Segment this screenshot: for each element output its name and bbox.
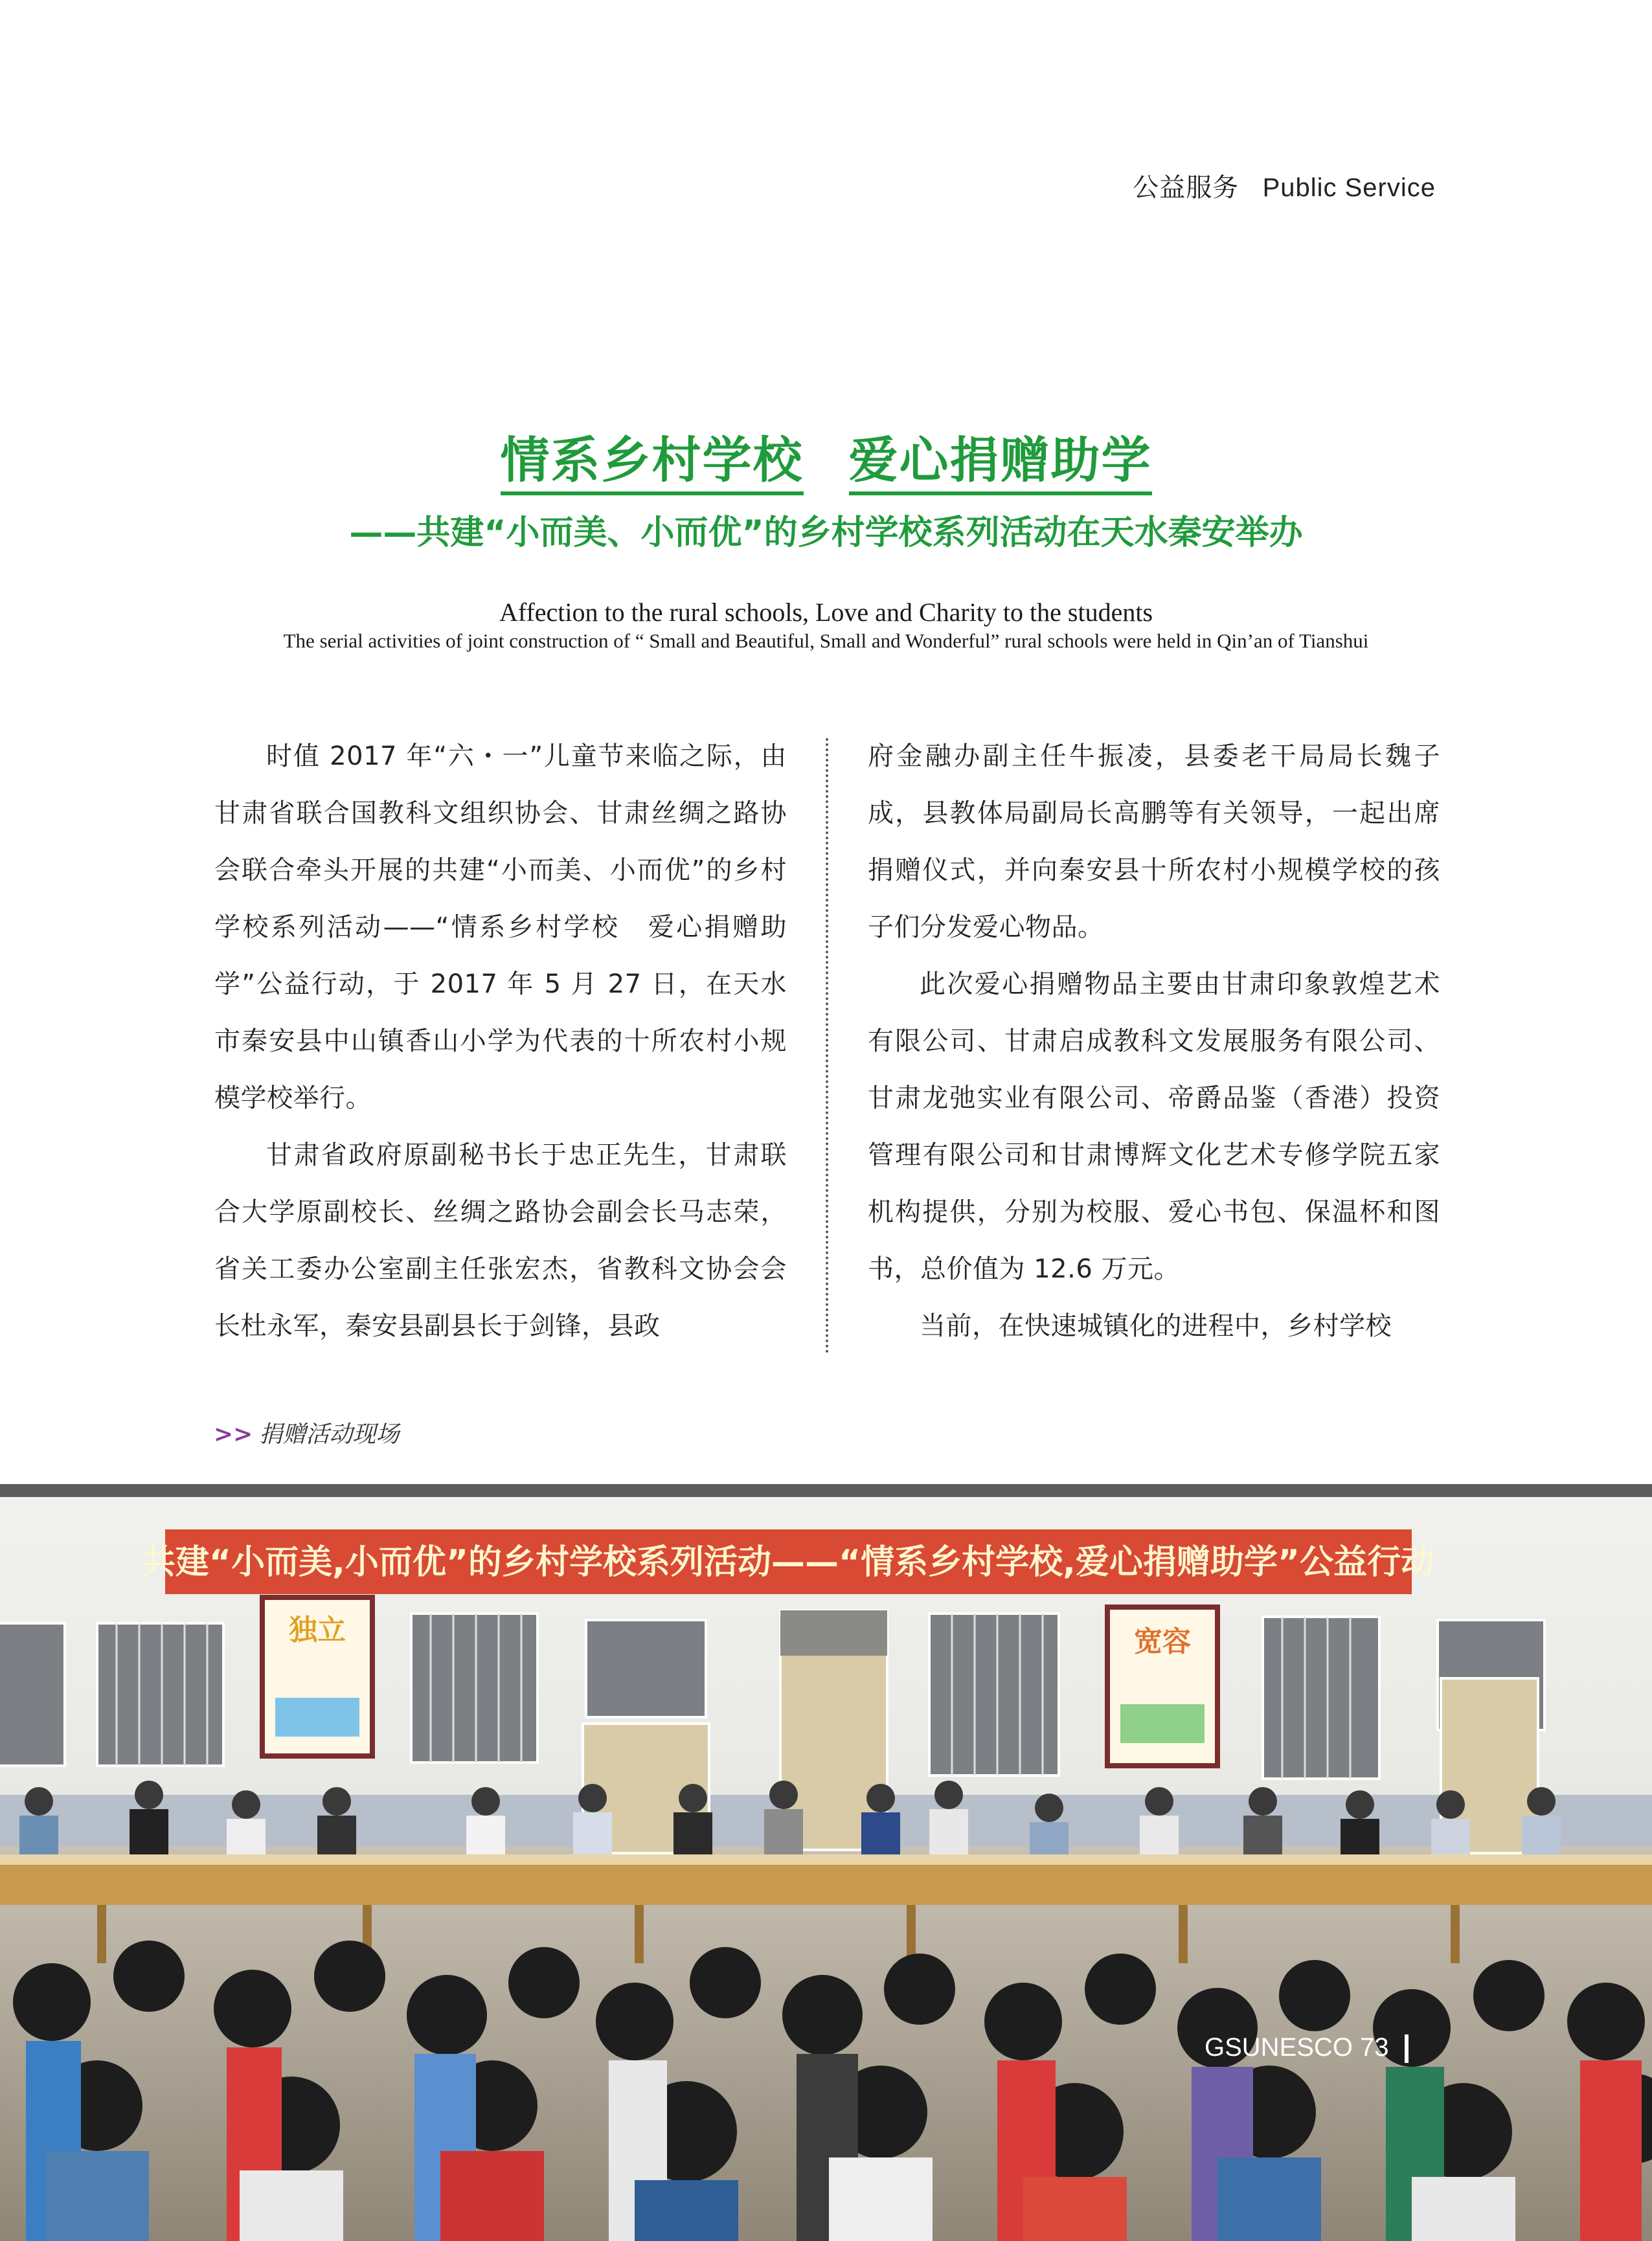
- article-subtitle: ——共建“小而美、小而优”的乡村学校系列活动在天水秦安举办: [349, 513, 1303, 552]
- article-title: [0, 421, 1652, 491]
- photo-caption-text: 捐赠活动现场: [259, 1421, 400, 1448]
- footer-bar: [1405, 2034, 1409, 2063]
- paragraph: 当前，在快速城镇化的进程中，乡村学校: [920, 1311, 1392, 1341]
- article-title-part-1: 情系乡村学校: [501, 431, 804, 495]
- body-column-left: [214, 728, 787, 1355]
- article-title-en: Affection to the rural schools, Love and Charity to the students: [499, 598, 1153, 627]
- paragraph-continued: 府金融办副主任牛振凌，县委老干局局长魏子成，县教体局副局长高鹏等有关领导，一起出席捐赠仪式，并向秦安县十所农村小规模学校的孩子们分发爱心物品。: [868, 741, 1440, 942]
- banner-text: 共建“小而美,小而优”的乡村学校系列活动——“情系乡村学校,爱心捐赠助学”公益行动: [141, 1543, 1435, 1582]
- body-column-right: [868, 728, 1440, 1355]
- section-label-en: Public Service: [1262, 174, 1436, 202]
- page-number: 73: [1360, 2033, 1389, 2062]
- paragraph: 甘肃省政府原副秘书长于忠正先生，甘肃联合大学原副校长、丝绸之路协会副会长马志荣，省关工委办公室副主任张宏杰，省教科文协会会长杜永军，秦安县副县长于剑锋，县政: [214, 1140, 787, 1341]
- section-tag: [1133, 167, 1436, 204]
- page-footer: [1205, 2033, 1409, 2063]
- article-title-part-2: 爱心捐赠助学: [849, 431, 1152, 495]
- poster-left-title: 独立: [289, 1614, 346, 1647]
- section-label-cn: 公益服务: [1133, 174, 1239, 202]
- photo-caption: [214, 1416, 399, 1449]
- paragraph: 时值 2017 年“六・一”儿童节来临之际，由甘肃省联合国教科文组织协会、甘肃丝绸之路协会联合牵头开展的共建“小而美、小而优”的乡村学校系列活动——“情系乡村学校 爱心捐赠助学”公益行动，于 2017 年 5 月 27 日，在天水市秦安县中山镇香山小学为代表的十所农村小规模学校举行。: [214, 741, 787, 1113]
- footer-brand: GSUNESCO: [1205, 2033, 1353, 2062]
- event-photo: [0, 1484, 1652, 2241]
- paragraph: 此次爱心捐赠物品主要由甘肃印象敦煌艺术有限公司、甘肃启成教科文发展服务有限公司、甘肃龙弛实业有限公司、帝爵品鉴（香港）投资管理有限公司和甘肃博辉文化艺术专修学院五家机构提供，分别为校服、爱心书包、保温杯和图书，总价值为 12.6 万元。: [868, 969, 1440, 1284]
- column-divider: [826, 738, 828, 1353]
- poster-right-title: 宽容: [1134, 1625, 1191, 1658]
- article-subtitle-en: The serial activities of joint construction of “ Small and Beautiful, Small and Wonderful” rural schools were held in Qin’an of Tianshui: [283, 629, 1369, 652]
- double-chevron-icon: >>: [214, 1421, 253, 1448]
